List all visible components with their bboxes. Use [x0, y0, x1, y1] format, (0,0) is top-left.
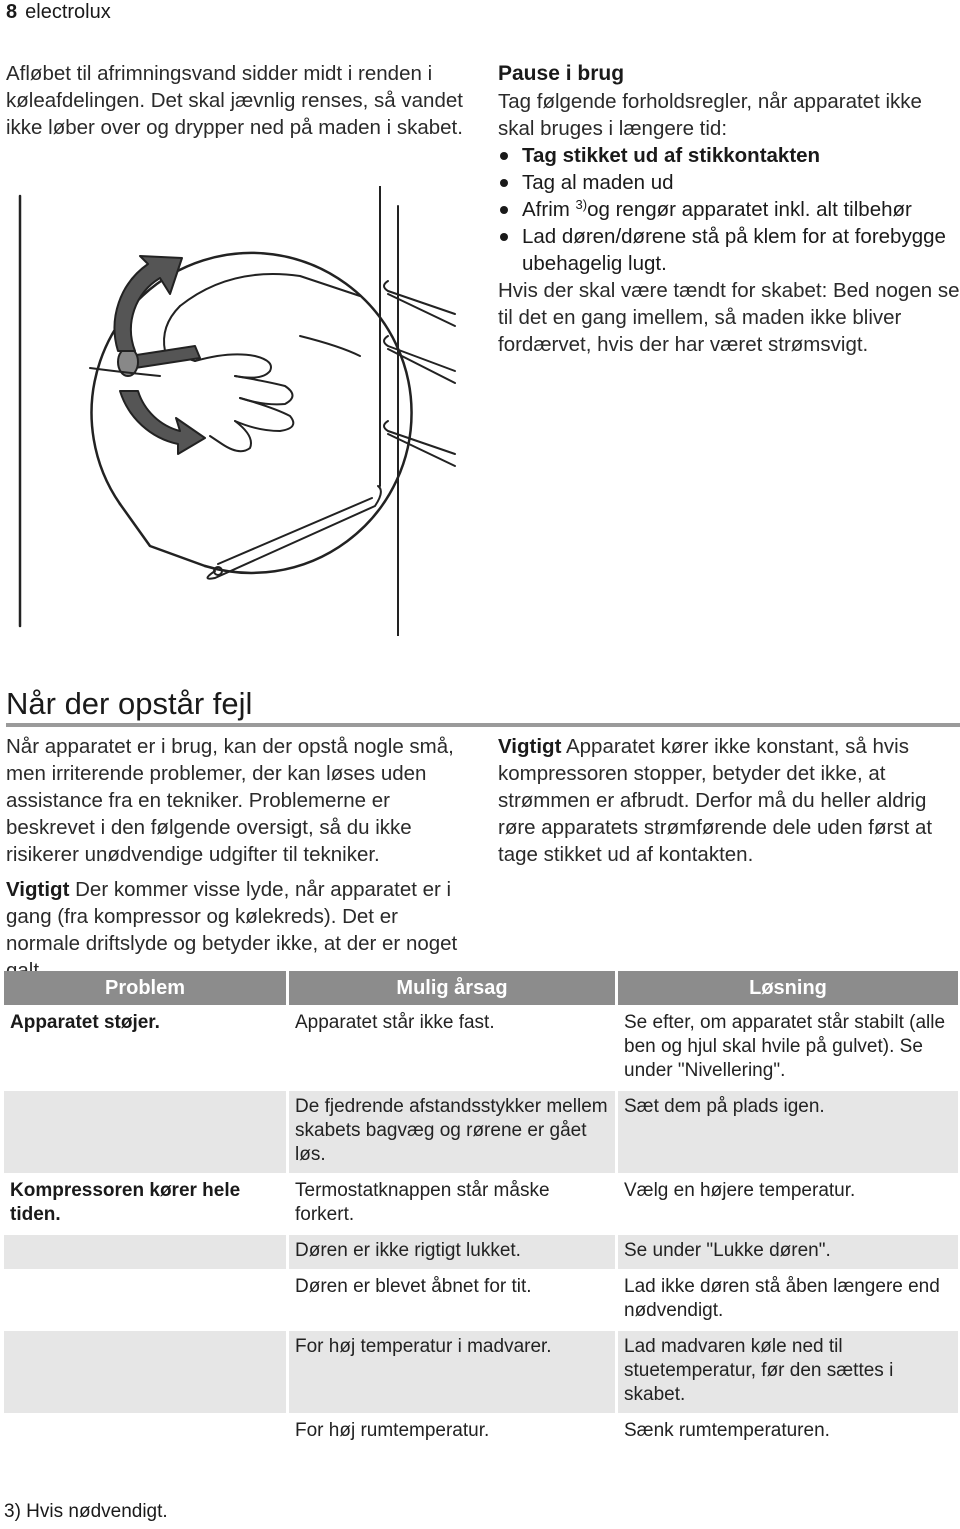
cell-cause: Døren er ikke rigtigt lukket. — [289, 1235, 615, 1269]
table-row — [4, 1007, 958, 1089]
table-row — [4, 1271, 958, 1329]
important-note-2: Vigtigt Apparatet kører ikke konstant, så hvis kompressoren stopper, betyder det ikke, at strømmen er afbrudt. Derfor må du heller aldrig røre apparatets strømførende dele uden først at tage stikket ud af kontakten. — [498, 735, 933, 866]
header-cause: Mulig årsag — [289, 971, 615, 1005]
cell-solution: Lad ikke døren stå åben længere end nødvendigt. — [624, 1276, 940, 1321]
cell-solution: Se under "Lukke døren". — [618, 1235, 958, 1269]
cell-cause: Termostatknappen står måske forkert. — [295, 1180, 550, 1225]
table-row — [4, 1091, 958, 1173]
pause-outro: Hvis der skal være tændt for skabet: Bed nogen se til det en gang imellem, så maden ikke bliver fordærvet, hvis der har været strømsvigt. — [498, 279, 960, 356]
important-note-1: Vigtigt Der kommer visse lyde, når apparatet er i gang (fra kompressor og kølekreds). Det er normale driftslyde og betyder ikke, at der er noget — [6, 878, 458, 955]
troubleshoot-title: Når der opstår fejl — [6, 686, 253, 721]
cell-cause: For høj temperatur i madvarer. — [289, 1331, 615, 1413]
important-label: Vigtigt — [498, 735, 562, 758]
troubleshooting-table — [4, 971, 958, 1449]
page-number: 8 — [6, 1, 18, 23]
section-divider — [6, 723, 960, 727]
pause-title: Pause i brug — [498, 62, 625, 85]
cell-cause: For høj rumtemperatur. — [295, 1420, 490, 1441]
footnote-ref: 3) — [575, 197, 588, 212]
header-solution: Løsning — [618, 971, 958, 1005]
troubleshoot-left-column — [6, 733, 476, 992]
cell-cause: De fjedrende afstandsstykker mellem skabets bagvæg og rørene er gået løs. — [289, 1091, 615, 1173]
drain-cleaning-illustration — [0, 186, 460, 636]
footnote: 3) Hvis nødvendigt. — [4, 1501, 168, 1522]
table-row — [4, 1175, 958, 1233]
cell-problem — [4, 1091, 286, 1173]
cell-solution: Se efter, om apparatet står stabilt (alle ben og hjul skal hvile på gulvet). Se under "Nivellering". — [624, 1012, 946, 1081]
cell-solution: Lad madvaren køle ned til stuetemperatur, før den sættes i skabet. — [618, 1331, 958, 1413]
table-row — [4, 1235, 958, 1269]
cell-problem — [4, 1271, 286, 1329]
header-problem: Problem — [4, 971, 286, 1005]
table-header-row — [4, 971, 958, 1005]
list-item: Tag stikket ud af stikkontakten — [498, 142, 960, 169]
cell-problem: Apparatet støjer. — [10, 1012, 160, 1033]
list-item: Tag al maden ud — [498, 169, 960, 196]
troubleshoot-intro: Når apparatet er i brug, kan der opstå nogle små, men irriterende problemer, der kan løses uden assistance fra en tekniker. Problemerne er beskrevet i den følgende oversigt, så du ikke risikerer unødvendige udgifter til tekniker. — [6, 735, 454, 866]
list-item: Afrim $^{3)}$og rengør apparatet inkl. alt tilbehør — [498, 196, 960, 223]
pause-list — [498, 142, 960, 277]
cell-solution: Sænk rumtemperaturen. — [624, 1420, 830, 1441]
table-row — [4, 1331, 958, 1413]
cell-solution: Vælg en højere temperatur. — [624, 1180, 856, 1201]
important-label: Vigtigt — [6, 878, 70, 901]
cell-cause: Døren er blevet åbnet for tit. — [295, 1276, 532, 1297]
pause-section — [498, 60, 960, 358]
table-row — [4, 1415, 958, 1449]
troubleshoot-right-column — [498, 733, 960, 876]
cell-cause: Apparatet står ikke fast. — [295, 1012, 495, 1033]
drain-intro-text: Afløbet til afrimningsvand sidder midt i renden i køleafdelingen. Det skal jævnlig renses, så vandet ikke løber over og drypper ned på maden i skabet. — [6, 62, 463, 139]
cell-problem — [4, 1415, 286, 1449]
cell-problem — [4, 1235, 286, 1269]
brand-name: electrolux — [25, 1, 111, 23]
page-header — [6, 0, 111, 24]
pause-intro: Tag følgende forholdsregler, når apparatet ikke skal bruges i længere tid: — [498, 90, 922, 140]
cell-solution: Sæt dem på plads igen. — [618, 1091, 958, 1173]
list-item: Lad døren/dørene stå på klem for at forebygge ubehagelig lugt. — [498, 223, 960, 277]
cell-problem: Kompressoren kører hele tiden. — [10, 1180, 241, 1225]
cell-problem — [4, 1331, 286, 1413]
